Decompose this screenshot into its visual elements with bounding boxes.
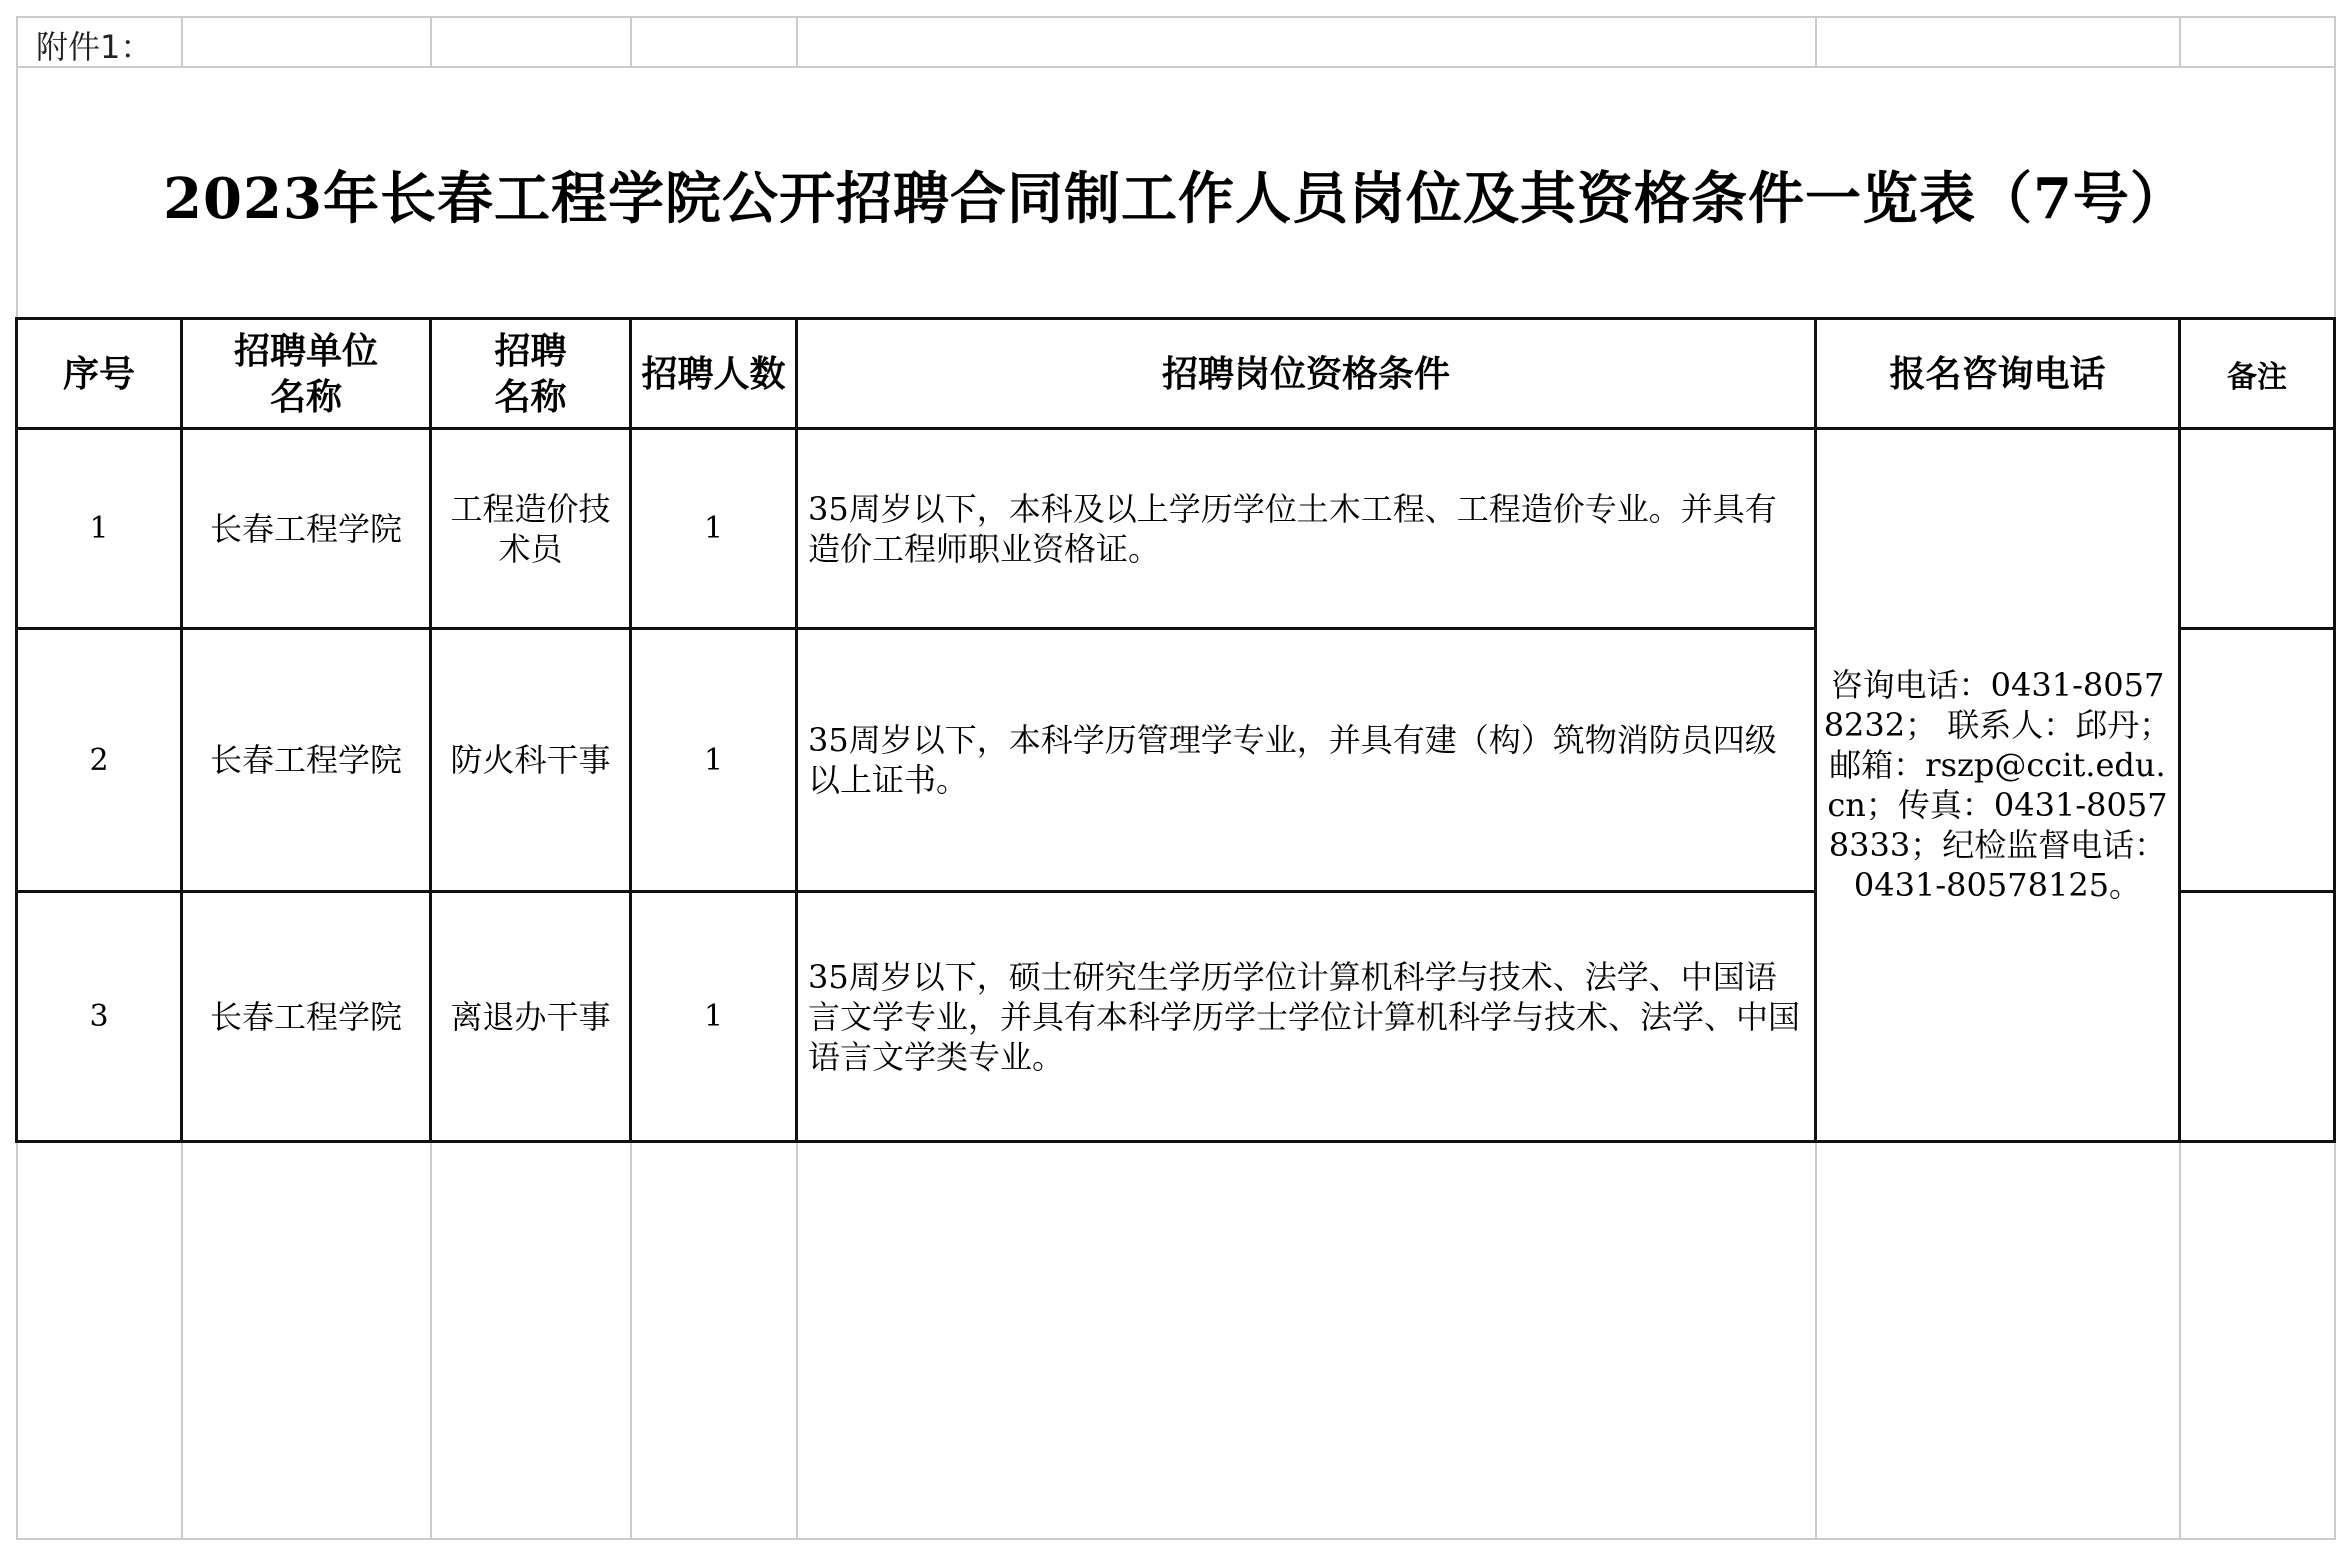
grid-line (1815, 1142, 1817, 1538)
page-title: 2023年长春工程学院公开招聘合同制工作人员岗位及其资格条件一览表（7号） (163, 166, 2187, 232)
grid-line (16, 1538, 2334, 1540)
header-unit-line2: 名称 (269, 375, 342, 418)
table-row-2-seq: 2 (89, 742, 109, 778)
table-row-1-unit: 长春工程学院 (209, 509, 402, 548)
table-row-3-position: 离退办干事 (450, 997, 611, 1036)
header-unit-line1: 招聘单位 (233, 329, 378, 372)
grid-line (16, 66, 2334, 68)
header-position-line1: 招聘 (494, 329, 567, 372)
table-row-1-remarks (2181, 430, 2333, 627)
header-remarks (2181, 320, 2333, 427)
header-count-label: 招聘人数 (641, 352, 786, 395)
grid-line (181, 16, 183, 68)
header-phone-label: 报名咨询电话 (1889, 352, 2106, 395)
header-position (432, 320, 629, 427)
table-border (2333, 317, 2336, 1143)
header-unit (183, 320, 429, 427)
table-row-2-conditions: 35周岁以下，本科学历管理学专业，并具有建（构）筑物消防员四级以上证书。 (808, 721, 1777, 799)
table-row-3-conditions: 35周岁以下，硕士研究生学历学位计算机科学与技术、法学、中国语言文学专业，并具有本科学历学士学位计算机科学与技术、法学、中国语言文学类专业。 (808, 957, 1801, 1076)
table-row-1-conditions: 35周岁以下，本科及以上学历学位土木工程、工程造价专业。并具有造价工程师职业资格证。 (808, 489, 1777, 568)
table-border (16, 1140, 2336, 1143)
header-conditions-label: 招聘岗位资格条件 (1161, 352, 1450, 395)
grid-line (630, 1142, 632, 1538)
grid-line (181, 1142, 183, 1538)
grid-line (1815, 16, 1817, 68)
grid-line (796, 16, 798, 68)
header-position-line2: 名称 (494, 375, 567, 418)
grid-line (796, 1142, 798, 1538)
contact-info: 咨询电话：0431-80578232； 联系人：邱丹；邮箱：rszp@ccit.edu.cn；传真：0431-80578333；纪检监督电话：0431-80578125。 (1823, 666, 2172, 904)
table-row-3-count: 1 (703, 999, 724, 1034)
table-row-3-remarks (2181, 893, 2333, 1140)
table-row-2-remarks (2181, 630, 2333, 890)
table-row-1-seq: 1 (89, 511, 109, 546)
header-remarks-label: 备注 (2227, 359, 2287, 395)
grid-line (430, 16, 432, 68)
header-seq (18, 320, 180, 427)
header-phone (1817, 320, 2178, 427)
grid-line (2179, 1142, 2181, 1538)
table-row-3-seq: 3 (89, 999, 109, 1034)
grid-line (2179, 16, 2181, 68)
table-row-1-position: 工程造价技术员 (450, 489, 611, 568)
header-seq-label: 序号 (62, 352, 135, 395)
table-row-2-count: 1 (703, 742, 724, 778)
grid-line (630, 16, 632, 68)
table-row-3-unit: 长春工程学院 (209, 997, 402, 1036)
header-count (632, 320, 795, 427)
header-conditions (798, 320, 1814, 427)
table-row-2-position: 防火科干事 (450, 741, 611, 779)
grid-line (430, 1142, 432, 1538)
grid-line (16, 16, 2334, 18)
table-row-2-unit: 长春工程学院 (209, 741, 402, 779)
table-row-1-count: 1 (703, 511, 724, 546)
attachment-label: 附件1： (36, 28, 153, 66)
